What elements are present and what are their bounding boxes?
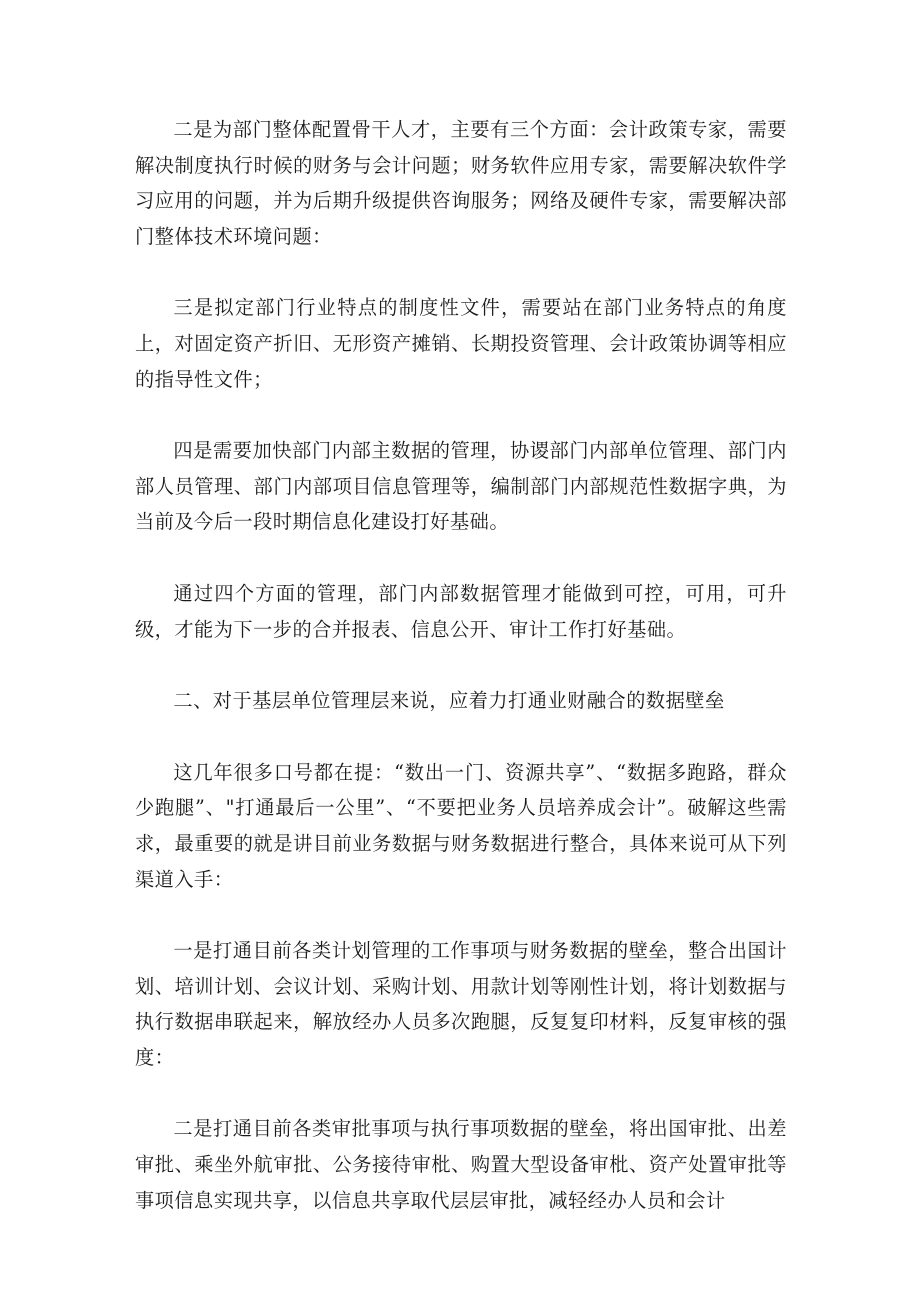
section-heading: 二、对于基层单位管理层来说，应着力打通业财融合的数据壁垒: [173, 689, 725, 713]
paragraph-regulations: 三是拟定部门行业特点的制度性文件，需要站在部门业务特点的角度上，对固定资产折旧、无形资产摊销、长期投资管理、会计政策协调等相应的指导性文件；: [135, 296, 787, 391]
paragraph-summary: 通过四个方面的管理，部门内部数据管理才能做到可控，可用，可升级，才能为下一步的合并报表、信息公开、审计工作打好基础。: [135, 581, 787, 641]
paragraph-slogans: 这几年很多口号都在提：“数出一门、资源共享”、“数据多跑路，群众少跑腿”、"打通最后一公里”、“不要把业务人员培养成会计”。破解这些需求，最重要的就是讲目前业务数据与财务数据进行整合，具体来说可从下列渠道入手：: [135, 760, 787, 891]
paragraph-staffing: 二是为部门整体配置骨干人才，主要有三个方面：会计政策专家，需要解决制度执行时候的财务与会计问题；财务软件应用专家，需要解决软件学习应用的问题，并为后期升级提供咨询服务；网络及硬件专家，需要解决部门整体技术环境问题：: [135, 118, 787, 248]
document-body: [135, 112, 787, 1254]
paragraph-plan-data: 一是打通目前各类计划管理的工作事项与财务数据的壁垒，整合出国计划、培训计划、会议计划、采购计划、用款计划等刚性计划，将计划数据与执行数据串联起来，解放经办人员多次跑腿，反复复印材料，反复审核的强度：: [135, 939, 787, 1069]
paragraph-master-data: 四是需要加快部门内部主数据的管理，协谡部门内部单位管理、部门内部人员管理、部门内部项目信息管理等，编制部门内部规范性数据字典，为当前及今后一段时期信息化建设打好基础。: [135, 439, 787, 534]
paragraph-approval-data: 二是打通目前各类审批事项与执行事项数据的壁垒，将出国审批、出差审批、乘坐外航审批、公务接待审枇、购置大型设备审枇、资产处置审批等事项信息实现共享，以信息共享取代层层审批，减轻经办人员和会计: [135, 1117, 787, 1212]
